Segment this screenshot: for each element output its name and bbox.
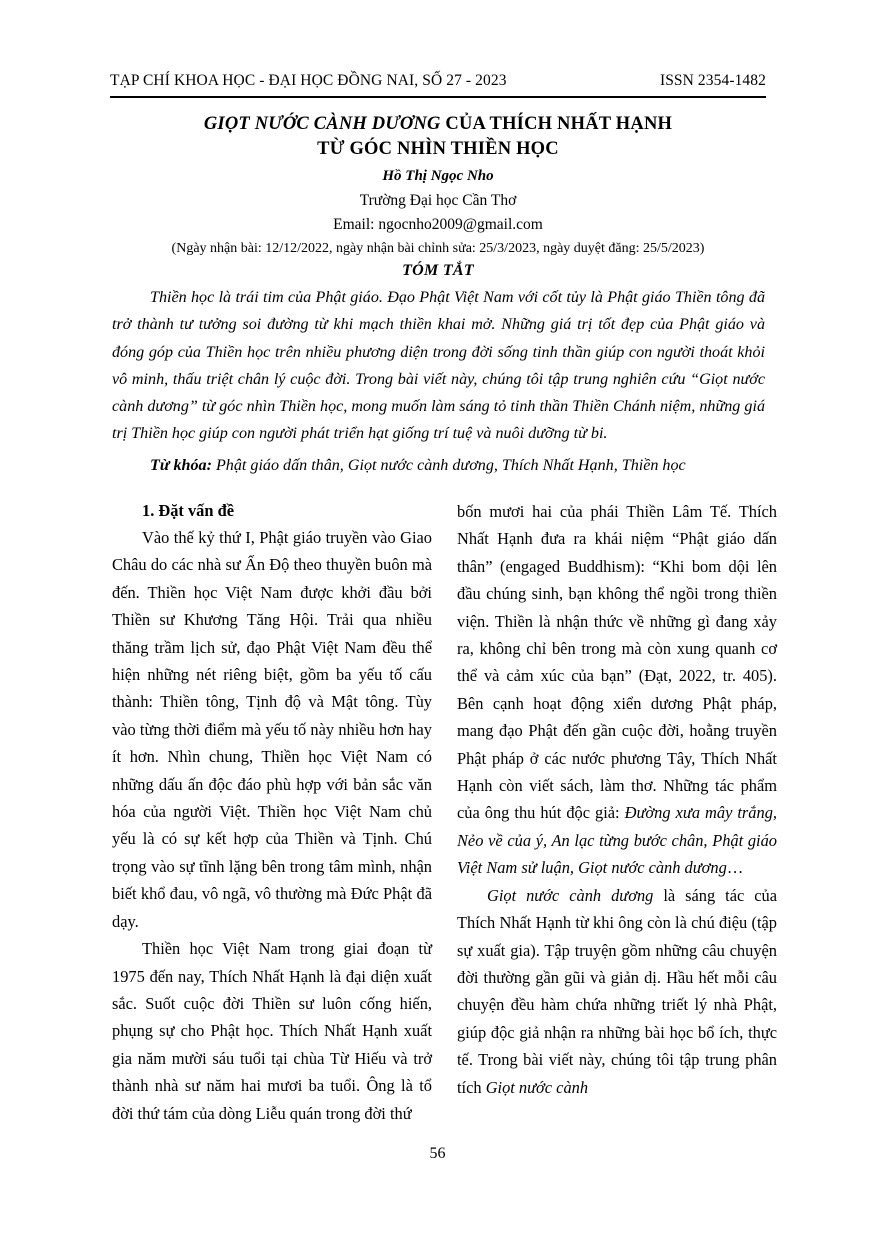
- issn-number: ISSN 2354-1482: [659, 72, 766, 89]
- keywords-block: [112, 452, 765, 479]
- keywords-paragraph: [112, 452, 765, 479]
- article-title-line-1-rest: CỦA THÍCH NHẤT HẠNH: [440, 114, 673, 134]
- abstract-paragraph: Thiền học là trái tim của Phật giáo. Đạo Phật Việt Nam với cốt tủy là Phật giáo Thiền tông đã trở thành tư tưởng soi đường từ khi mạch thiền khai mở. Những giá trị tốt đẹp của Phật giáo và đóng góp của Thiền học trên nhiều phương diện trong đời sống tinh thần giúp con người thoát khỏi vô minh, thấu triệt chân lý cuộc đời. Trong bài viết này, chúng tôi tập trung nghiên cứu “Giọt nước cành dương” từ góc nhìn Thiền học, mong muốn làm sáng tỏ tinh thần Thiền Chánh niệm, những giá trị Thiền học giúp con người phát triển hạt giống trí tuệ và nuôi dưỡng từ bi.: [112, 289, 765, 443]
- abstract-body: [112, 284, 765, 448]
- article-title-work-name: GIỌT NƯỚC CÀNH DƯƠNG: [203, 114, 441, 134]
- submission-dates: (Ngày nhận bài: 12/12/2022, ngày nhận bài chỉnh sửa: 25/3/2023, ngày duyệt đăng: 25/5/2023): [171, 241, 705, 256]
- article-title-line-1: [110, 112, 766, 137]
- author-affiliation: Trường Đại học Cần Thơ: [359, 192, 517, 209]
- right-paragraph-1-part-a: bốn mươi hai của phái Thiền Lâm Tế. Thích Nhất Hạnh đưa ra khái niệm “Phật giáo dấn thân” (engaged Buddhism): “Khi bom dội lên đầu chúng sinh, bạn không thể ngồi trong thiền viện. Thiền là nhận thức về những gì đang xảy ra, không chỉ bên trong mà còn xung quanh cơ thể và cảm xúc của bạn” (Đạt, 2022, tr. 405). Bên cạnh hoạt động xiển dương Phật pháp, mang đạo Phật đến gần cuộc đời, hoằng truyền Phật pháp ở các nước phương Tây, Thích Nhất Hạnh còn viết sách, làm thơ. Những tác phẩm của ông thu hút độc giả:: [457, 502, 777, 823]
- author-name: Hồ Thị Ngọc Nho: [382, 168, 494, 184]
- abstract-heading: TÓM TẮT: [402, 262, 474, 279]
- keywords-value: Phật giáo dấn thân, Giọt nước cành dương, Thích Nhất Hạnh, Thiền học: [211, 457, 686, 474]
- left-paragraph-1: Vào thế kỷ thứ I, Phật giáo truyền vào Giao Châu do các nhà sư Ấn Độ theo thuyền buôn mà đến. Thiền học Việt Nam được khởi đầu bởi Thiền sư Khương Tăng Hội. Trải qua nhiều thăng trầm lịch sử, đạo Phật Việt Nam đều thể hiện những nét riêng biệt, gồm ba yếu tố cấu thành: Thiền tông, Tịnh độ và Mật tông. Tùy vào từng thời điểm mà yếu tố này nhiều hơn hay ít hơn. Nhìn chung, Thiền học Việt Nam có những dấu ấn độc đáo phù hợp với bản sắc văn hóa của người Việt. Thiền học Việt Nam chủ yếu là có sự kết hợp của Thiền và Tịnh. Chú trọng vào sự tĩnh lặng bên trong tâm mình, nhận biết khổ đau, vô ngã, vô thường mà Đức Phật đã dạy.: [112, 528, 432, 931]
- journal-name: TẠP CHÍ KHOA HỌC - ĐẠI HỌC ĐỒNG NAI, SỐ 27 - 2023: [110, 72, 507, 89]
- header-divider: [110, 96, 766, 98]
- body-column-left: [112, 498, 432, 1127]
- running-head: [110, 72, 766, 90]
- author-email: Email: ngocnho2009@gmail.com: [333, 216, 543, 233]
- article-title-line-2: TỪ GÓC NHÌN THIỀN HỌC: [317, 139, 559, 159]
- right-paragraph-2: [457, 882, 777, 1101]
- title-block: [110, 112, 766, 260]
- right-paragraph-1: [457, 498, 777, 882]
- cited-book-titles: Đường xưa mây trắng, Nẻo về của ý, An lạc từng bước chân, Phật giáo Việt Nam sử luận, Giọt nước cành dương: [457, 803, 777, 878]
- work-title-mention-2: Giọt nước cành: [485, 1077, 589, 1097]
- left-paragraph-2: Thiền học Việt Nam trong giai đoạn từ 1975 đến nay, Thích Nhất Hạnh là đại diện xuất sắc. Suốt cuộc đời Thiền sư luôn cống hiến, phụng sự cho Phật học. Thích Nhất Hạnh xuất gia năm mười sáu tuổi tại chùa Từ Hiếu và trở thành nhà sư năm hai mươi ba tuổi. Ông là tổ đời thứ tám của dòng Liễu quán trong đời thứ: [112, 939, 432, 1123]
- page-number: 56: [429, 1145, 446, 1162]
- right-paragraph-1-part-b: …: [726, 858, 744, 878]
- keywords-label: Từ khóa:: [150, 457, 212, 474]
- body-column-right: [457, 498, 777, 1101]
- section-heading-1: 1. Đặt vấn đề: [142, 501, 234, 520]
- right-paragraph-2-part-a: là sáng tác của Thích Nhất Hạnh từ khi ông còn là chú điệu (tập sự xuất gia). Tập truyện gồm những câu chuyện đời thường gần gũi và giản dị. Hầu hết mỗi câu chuyện đều hàm chứa những triết lý nhà Phật, giúp độc giả nhận ra những bài học bổ ích, thực tế. Trong bài viết này, chúng tôi tập trung phân tích: [457, 885, 777, 1097]
- work-title-mention-1: Giọt nước cành dương: [487, 885, 654, 905]
